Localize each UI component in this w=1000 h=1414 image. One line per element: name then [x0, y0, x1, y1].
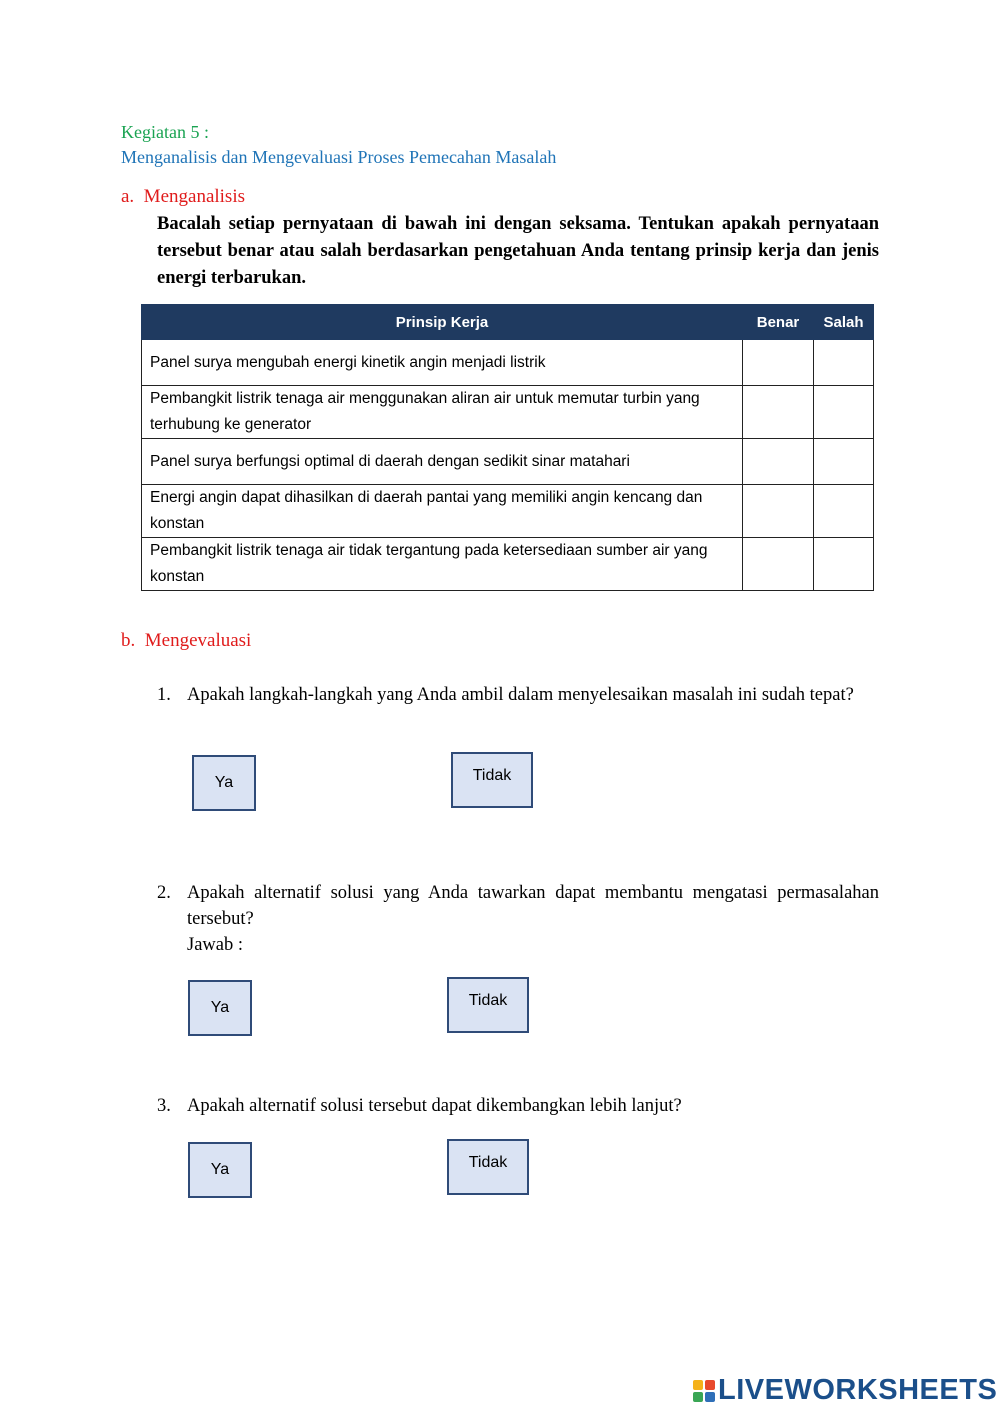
table-header-row — [142, 305, 874, 340]
logo-text: LIVEWORKSHEETS — [718, 1374, 998, 1406]
question-3-number: 3. — [157, 1096, 171, 1116]
activity-number: Kegiatan 5 : — [121, 122, 209, 142]
activity-title: Menganalisis dan Mengevaluasi Proses Pemecahan Masalah — [121, 147, 557, 167]
table-row — [142, 439, 874, 485]
statement-1: Panel surya mengubah energi kinetik angin menjadi listrik — [142, 340, 743, 386]
table-row — [142, 485, 874, 538]
logo-square — [705, 1392, 715, 1402]
question-2-no-button[interactable]: Tidak — [447, 977, 529, 1033]
question-3-text: Apakah alternatif solusi tersebut dapat dikembangkan lebih lanjut? — [187, 1096, 682, 1116]
question-1-no-button[interactable]: Tidak — [451, 752, 533, 808]
header-salah: Salah — [814, 305, 874, 340]
logo-square — [693, 1392, 703, 1402]
benar-cell-3[interactable] — [743, 439, 814, 485]
question-1-yes-button[interactable]: Ya — [192, 755, 256, 811]
question-1-number: 1. — [157, 685, 171, 705]
salah-cell-4[interactable] — [814, 485, 874, 538]
table-row — [142, 386, 874, 439]
statement-2: Pembangkit listrik tenaga air menggunakan aliran air untuk memutar turbin yang terhubung ke generator — [142, 386, 743, 439]
statement-3: Panel surya berfungsi optimal di daerah dengan sedikit sinar matahari — [142, 439, 743, 485]
section-a-heading: a. Menganalisis — [121, 186, 246, 207]
header-benar: Benar — [743, 305, 814, 340]
salah-cell-1[interactable] — [814, 340, 874, 386]
question-2-text: Apakah alternatif solusi yang Anda tawarkan dapat membantu mengatasi permasalahan tersebut? — [187, 883, 879, 929]
question-3-yes-button[interactable]: Ya — [188, 1142, 252, 1198]
logo-square — [693, 1380, 703, 1390]
table-row — [142, 340, 874, 386]
section-a-instruction: Bacalah setiap pernyataan di bawah ini dengan seksama. Tentukan apakah pernyataan tersebut benar atau salah berdasarkan pengetahuan Anda tentang prinsip kerja dan jenis energi terbarukan. — [157, 214, 879, 288]
question-3-no-button[interactable]: Tidak — [447, 1139, 529, 1195]
principle-table — [141, 304, 874, 591]
benar-cell-1[interactable] — [743, 340, 814, 386]
statement-5: Pembangkit listrik tenaga air tidak tergantung pada ketersediaan sumber air yang konstan — [142, 538, 743, 591]
header-prinsip-kerja: Prinsip Kerja — [142, 305, 743, 340]
question-2-yes-button[interactable]: Ya — [188, 980, 252, 1036]
logo-square — [705, 1380, 715, 1390]
salah-cell-3[interactable] — [814, 439, 874, 485]
liveworksheets-logo — [693, 1374, 997, 1407]
logo-squares-icon — [693, 1380, 715, 1402]
salah-cell-2[interactable] — [814, 386, 874, 439]
question-2-number: 2. — [157, 883, 171, 903]
benar-cell-2[interactable] — [743, 386, 814, 439]
table-row — [142, 538, 874, 591]
question-2-answer-label: Jawab : — [187, 935, 243, 955]
question-1-text: Apakah langkah-langkah yang Anda ambil dalam menyelesaikan masalah ini sudah tepat? — [187, 685, 854, 705]
benar-cell-5[interactable] — [743, 538, 814, 591]
section-b-heading: b. Mengevaluasi — [121, 630, 252, 651]
benar-cell-4[interactable] — [743, 485, 814, 538]
statement-4: Energi angin dapat dihasilkan di daerah pantai yang memiliki angin kencang dan konstan — [142, 485, 743, 538]
salah-cell-5[interactable] — [814, 538, 874, 591]
